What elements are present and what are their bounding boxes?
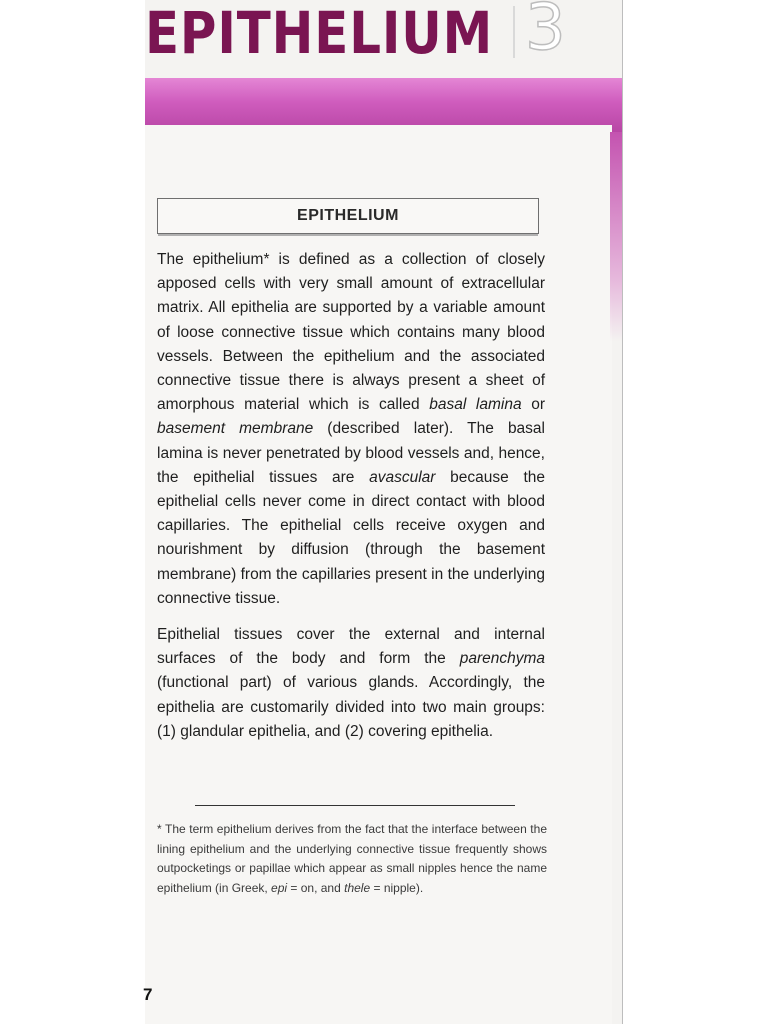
page-number: 7 [143,985,153,1004]
term-avascular: avascular [369,468,436,486]
text-run: Epithelial tissues cover the external and internal surfaces of the body and form the [157,626,545,668]
section-heading-box [157,198,539,234]
term-thele: thele [344,880,371,895]
term-epi: epi [271,880,288,895]
left-margin [0,0,145,1024]
chapter-color-band [145,78,622,132]
chapter-header [145,0,622,78]
paragraph-1 [157,248,545,611]
footnote-rule [195,805,515,806]
text-run: (functional part) of various glands. Accordingly, the epithelia are customarily divided into two main groups: (1) glandular epithelia, and (2) covering epithelia. [157,674,545,740]
section-title: EPITHELIUM [297,207,399,224]
chapter-title: EPITHELIUM [145,0,494,67]
paragraph-2 [157,623,545,744]
side-color-band [610,132,622,342]
text-run: * The term epithelium derives from the fact that the interface between the lining epithelium and the underlying connective tissue frequently shows outpocketings or papillae which appear as small nipples hence the name epithelium (in Greek, [157,822,547,895]
text-run: or [521,396,545,414]
term-basal-lamina: basal lamina [429,396,522,414]
footnote [157,820,547,898]
chapter-divider [513,6,515,58]
text-run: The epithelium* is defined as a collection of closely apposed cells with very small amount of extracellular matrix. All epithelia are supported by a variable amount of loose connective tissue which contains many blood vessels. Between the epithelium and the associated connective tissue there is always present a sheet of amorphous material which is called [157,251,545,414]
term-parenchyma: parenchyma [459,650,545,668]
text-run: = nipple). [370,880,424,895]
text-run: because the epithelial cells never come in direct contact with blood capillaries. The epithelial cells receive oxygen and nourishment by diffusion (through the basement membrane) from the capillaries present in the underlying connective tissue. [157,468,545,607]
right-margin [623,0,768,1024]
term-basement-membrane: basement membrane [157,420,314,438]
body-text [157,248,545,744]
chapter-number: 3 [525,0,566,65]
text-run: = on, and [287,880,345,895]
text-run: (described later). The basal lamina is never penetrated by blood vessels and, hence, the epithelial tissues are [157,420,545,486]
